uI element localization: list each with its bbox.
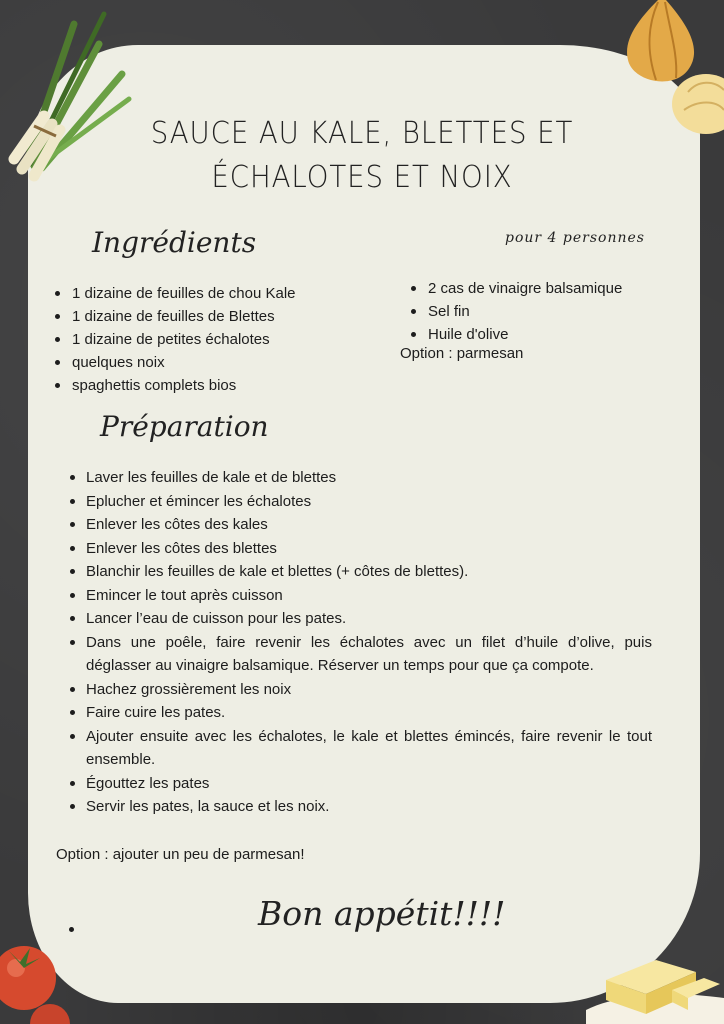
ingredient-item: 2 cas de vinaigre balsamique: [409, 277, 622, 300]
preparation-heading: Préparation: [100, 410, 269, 443]
ingredients-list-right: [409, 277, 622, 346]
step-item: Égouttez les pates: [68, 772, 652, 796]
ingredients-option: Option : parmesan: [400, 345, 524, 362]
preparation-steps: [68, 466, 652, 819]
step-item: Eplucher et émincer les échalotes: [68, 490, 652, 514]
step-item: Dans une poêle, faire revenir les échalotes avec un filet d’huile d’olive, puis déglasser au vinaigre balsamique. Réserver un temps pour que ça compote.: [68, 631, 652, 678]
step-item: Laver les feuilles de kale et de blettes: [68, 466, 652, 490]
closing-text: Bon appétit!!!!: [258, 894, 506, 933]
preparation-option: Option : ajouter un peu de parmesan!: [56, 846, 305, 863]
servings-note: pour 4 personnes: [505, 230, 645, 246]
step-item: Lancer l’eau de cuisson pour les pates.: [68, 607, 652, 631]
recipe-title: [29, 112, 695, 200]
step-item: Enlever les côtes des kales: [68, 513, 652, 537]
ingredient-item: 1 dizaine de petites échalotes: [54, 328, 296, 351]
recipe-title-line-1: SAUCE AU KALE, BLETTES ET: [150, 116, 574, 151]
ingredient-item: Sel fin: [409, 300, 622, 323]
step-item: Hachez grossièrement les noix: [68, 678, 652, 702]
recipe-title-line-2: ÉCHALOTES ET NOIX: [211, 160, 513, 195]
ingredient-item: spaghettis complets bios: [54, 374, 296, 397]
ingredient-item: quelques noix: [54, 351, 296, 374]
ingredient-item: Huile d'olive: [409, 323, 622, 346]
step-item: Emincer le tout après cuisson: [68, 584, 652, 608]
ingredients-list-left: [54, 282, 296, 397]
ingredients-heading: Ingrédients: [92, 226, 257, 259]
step-item: Enlever les côtes des blettes: [68, 537, 652, 561]
tomato-illustration: [0, 938, 70, 1024]
butter-illustration: [586, 950, 724, 1024]
empty-bullet: [69, 927, 74, 932]
step-item: Faire cuire les pates.: [68, 701, 652, 725]
ingredient-item: 1 dizaine de feuilles de chou Kale: [54, 282, 296, 305]
step-item: Ajouter ensuite avec les échalotes, le kale et blettes émincés, faire revenir le tout ensemble.: [68, 725, 652, 772]
step-item: Servir les pates, la sauce et les noix.: [68, 795, 652, 819]
ingredient-item: 1 dizaine de feuilles de Blettes: [54, 305, 296, 328]
step-item: Blanchir les feuilles de kale et blettes (+ côtes de blettes).: [68, 560, 652, 584]
